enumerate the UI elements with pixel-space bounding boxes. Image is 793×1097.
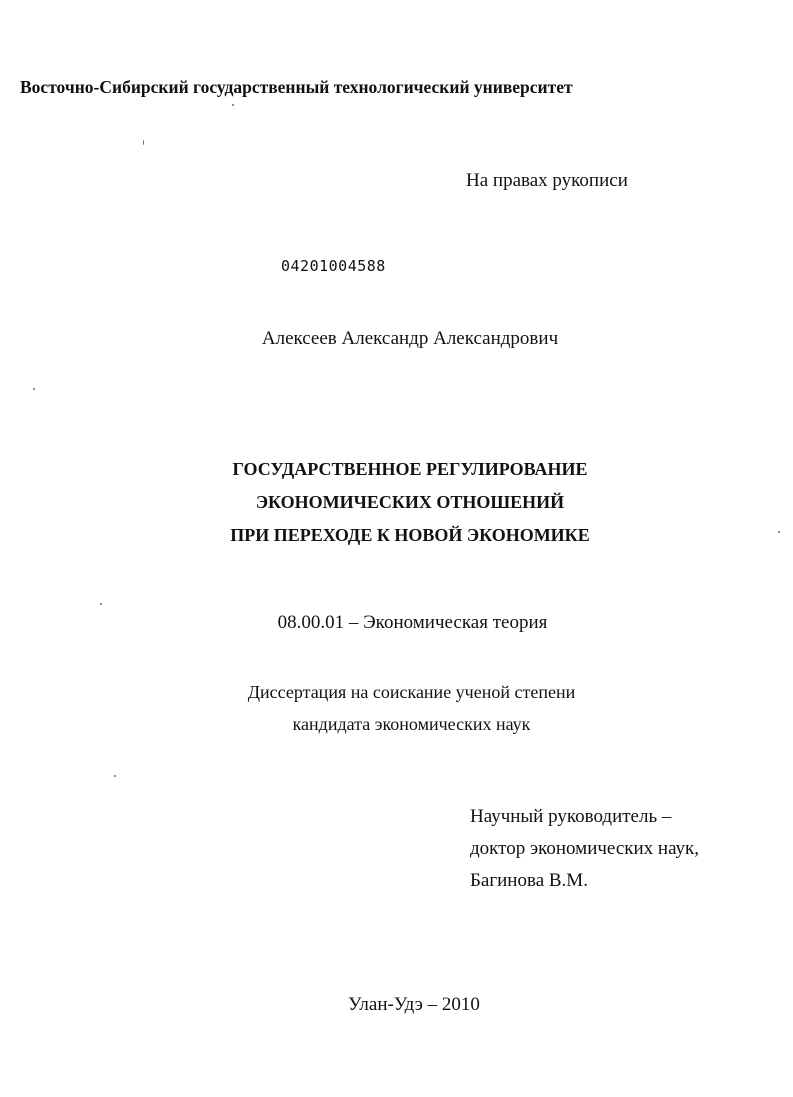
degree-line-1: Диссертация на соискание ученой степени — [247, 682, 576, 702]
degree-statement — [0, 676, 793, 740]
scan-speck — [114, 775, 116, 777]
scan-speck — [100, 603, 102, 605]
degree-line-2: кандидата экономических наук — [292, 714, 531, 734]
supervisor-line-1: Научный руководитель – — [470, 806, 672, 827]
supervisor-line-2: доктор экономических наук, — [470, 838, 700, 859]
manuscript-rights-note: На правах рукописи — [466, 170, 628, 191]
scan-speck — [232, 104, 234, 106]
city-and-year: Улан-Удэ – 2010 — [348, 994, 480, 1015]
title-line-1: ГОСУДАРСТВЕННОЕ РЕГУЛИРОВАНИЕ — [232, 459, 588, 479]
dissertation-title — [0, 453, 793, 552]
scan-speck — [778, 531, 780, 533]
university-name: Восточно-Сибирский государственный технологический университет — [20, 77, 573, 97]
title-line-2: ЭКОНОМИЧЕСКИХ ОТНОШЕНИЙ — [255, 492, 565, 512]
supervisor-line-3: Багинова В.М. — [470, 870, 588, 891]
registration-number: 04201004588 — [281, 257, 386, 275]
specialty-code: 08.00.01 – Экономическая теория — [277, 612, 548, 633]
scan-speck — [33, 388, 35, 390]
title-line-3: ПРИ ПЕРЕХОДЕ К НОВОЙ ЭКОНОМИКЕ — [230, 525, 590, 545]
scan-speck — [143, 140, 144, 145]
scientific-supervisor — [470, 801, 699, 897]
author-name: Алексеев Александр Александрович — [261, 328, 559, 349]
